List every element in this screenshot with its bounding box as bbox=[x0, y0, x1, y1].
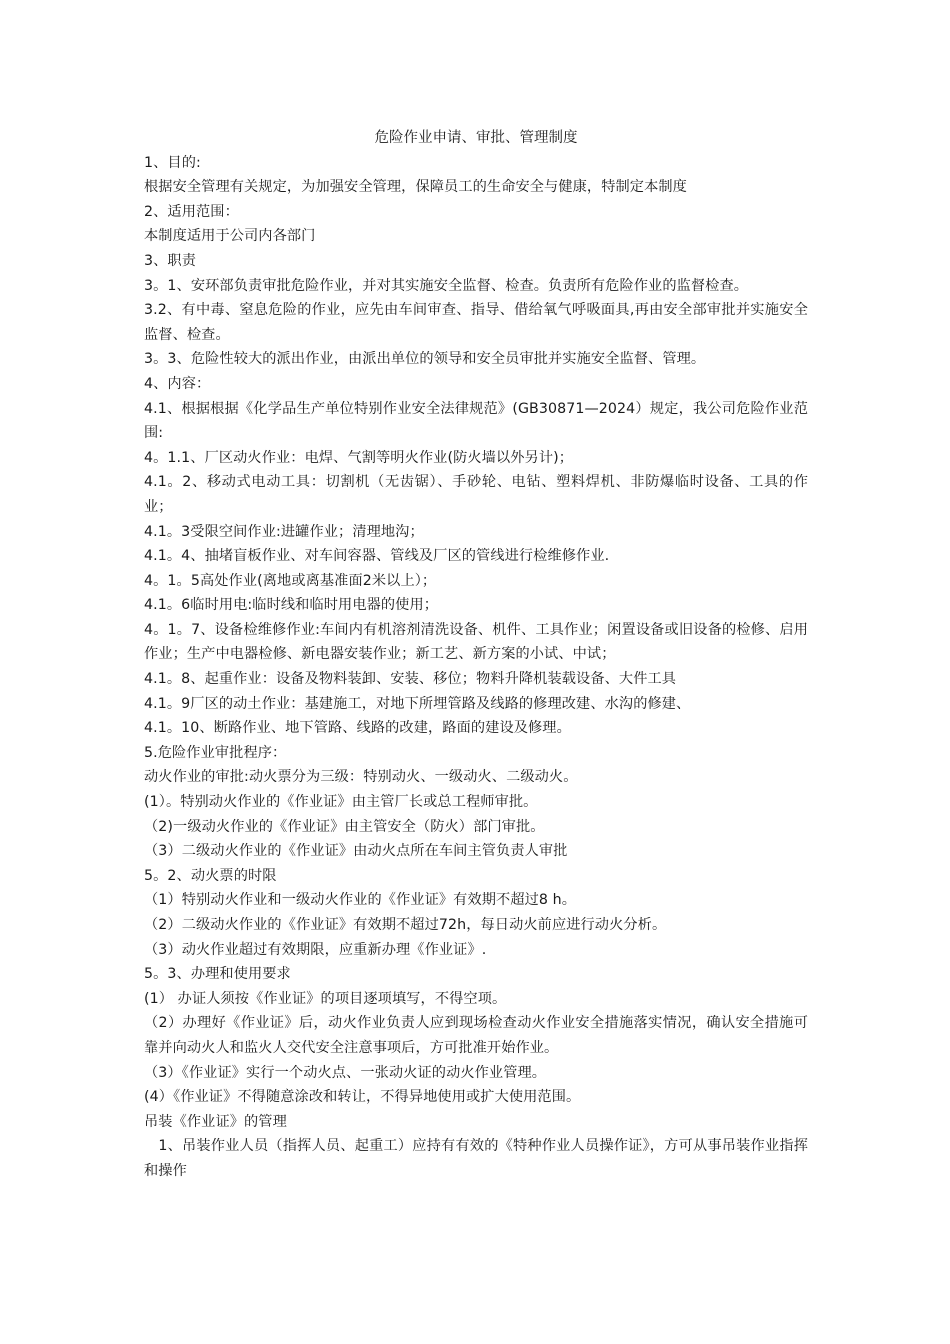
paragraph: （3）二级动火作业的《作业证》由动火点所在车间主管负责人审批 bbox=[144, 843, 568, 860]
paragraph: 本制度适用于公司内各部门 bbox=[144, 228, 316, 245]
paragraph: 4.1。9厂区的动土作业：基建施工，对地下所埋管路及线路的修理改建、水沟的修建、 bbox=[144, 695, 691, 712]
paragraph: 4。1。7、设备检维修作业:车间内有机溶剂清洗设备、机件、工具作业；闲置设备或旧设备的检修、启用作业；生产中电器检修、新电器安装作业；新工艺、新方案的小试、中试； bbox=[144, 621, 808, 663]
paragraph: （1）特别动火作业和一级动火作业的《作业证》有效期不超过8 h。 bbox=[144, 892, 577, 909]
paragraph: （3）动火作业超过有效期限，应重新办理《作业证》. bbox=[144, 941, 487, 958]
paragraph: （2）办理好《作业证》后，动火作业负责人应到现场检查动火作业安全措施落实情况，确认安全措施可靠并向动火人和监火人交代安全注意事项后，方可批准开始作业。 bbox=[144, 1015, 808, 1056]
paragraph: 1、吊装作业人员（指挥人员、起重工）应持有有效的《特种作业人员操作证》，方可从事吊装作业指挥和操作 bbox=[144, 1138, 808, 1179]
paragraph: 3。3、危险性较大的派出作业，由派出单位的领导和安全员审批并实施安全监督、管理。 bbox=[144, 351, 706, 368]
paragraph: (1）。特别动火作业的《作业证》由主管厂长或总工程师审批。 bbox=[144, 794, 538, 811]
paragraph: （2)一级动火作业的《作业证》由主管安全（防火）部门审批。 bbox=[144, 818, 545, 835]
paragraph: （3）《作业证》实行一个动火点、一张动火证的动火作业管理。 bbox=[144, 1064, 547, 1081]
paragraph: (1） 办证人须按《作业证》的项目逐项填写，不得空项。 bbox=[144, 990, 507, 1007]
paragraph: 4.1。8、起重作业：设备及物料装卸、安装、移位；物料升降机装载设备、大件工具 bbox=[144, 671, 677, 688]
document-title: 危险作业申请、审批、管理制度 bbox=[374, 130, 578, 146]
paragraph: 根据安全管理有关规定，为加强安全管理，保障员工的生命安全与健康，特制定本制度 bbox=[144, 179, 687, 196]
paragraph: 4。1.1、厂区动火作业：电焊、气割等明火作业(防火墙以外另计)； bbox=[144, 449, 574, 466]
paragraph: 4.1。2、移动式电动工具：切割机（无齿锯）、手砂轮、电钻、塑料焊机、非防爆临时设备、工具的作业； bbox=[144, 474, 808, 515]
paragraph: 3.2、有中毒、窒息危险的作业，应先由车间审查、指导、借给氧气呼吸面具,再由安全部审批并实施安全监督、检查。 bbox=[144, 302, 808, 343]
paragraph: (4）《作业证》不得随意涂改和转让，不得异地使用或扩大使用范围。 bbox=[144, 1089, 581, 1106]
subsection-heading: 吊装《作业证》的管理 bbox=[144, 1113, 287, 1130]
paragraph: 4.1。6临时用电:临时线和临时用电器的使用； bbox=[144, 597, 439, 614]
paragraph: 4。1。5高处作业(离地或离基准面2米以上）； bbox=[144, 572, 437, 589]
paragraph: 3。1、安环部负责审批危险作业，并对其实施安全监督、检查。负责所有危险作业的监督检查。 bbox=[144, 277, 749, 294]
subsection-heading: 5。2、动火票的时限 bbox=[144, 867, 277, 884]
section-3-heading: 3、职责 bbox=[144, 252, 196, 269]
subsection-heading: 5。3、办理和使用要求 bbox=[144, 966, 291, 983]
section-1-heading: 1、目的: bbox=[144, 154, 201, 171]
paragraph: 4.1。4、抽堵盲板作业、对车间容器、管线及厂区的管线进行检维修作业. bbox=[144, 548, 610, 565]
paragraph: （2）二级动火作业的《作业证》有效期不超过72h，每日动火前应进行动火分析。 bbox=[144, 917, 667, 933]
paragraph: 4.1。10、断路作业、地下管路、线路的改建，路面的建设及修理。 bbox=[144, 720, 571, 737]
paragraph: 4.1、根据根据《化学品生产单位特别作业安全法律规范》(GB30871—2024）规定，我公司危险作业范围: bbox=[144, 400, 808, 442]
section-4-heading: 4、内容： bbox=[144, 375, 211, 392]
paragraph: 动火作业的审批:动火票分为三级：特别动火、一级动火、二级动火。 bbox=[144, 769, 578, 786]
document-body bbox=[144, 126, 808, 1184]
section-2-heading: 2、适用范围： bbox=[144, 203, 239, 220]
section-5-heading: 5.危险作业审批程序： bbox=[144, 744, 287, 761]
paragraph: 4.1。3受限空间作业:进罐作业；清理地沟； bbox=[144, 523, 424, 540]
